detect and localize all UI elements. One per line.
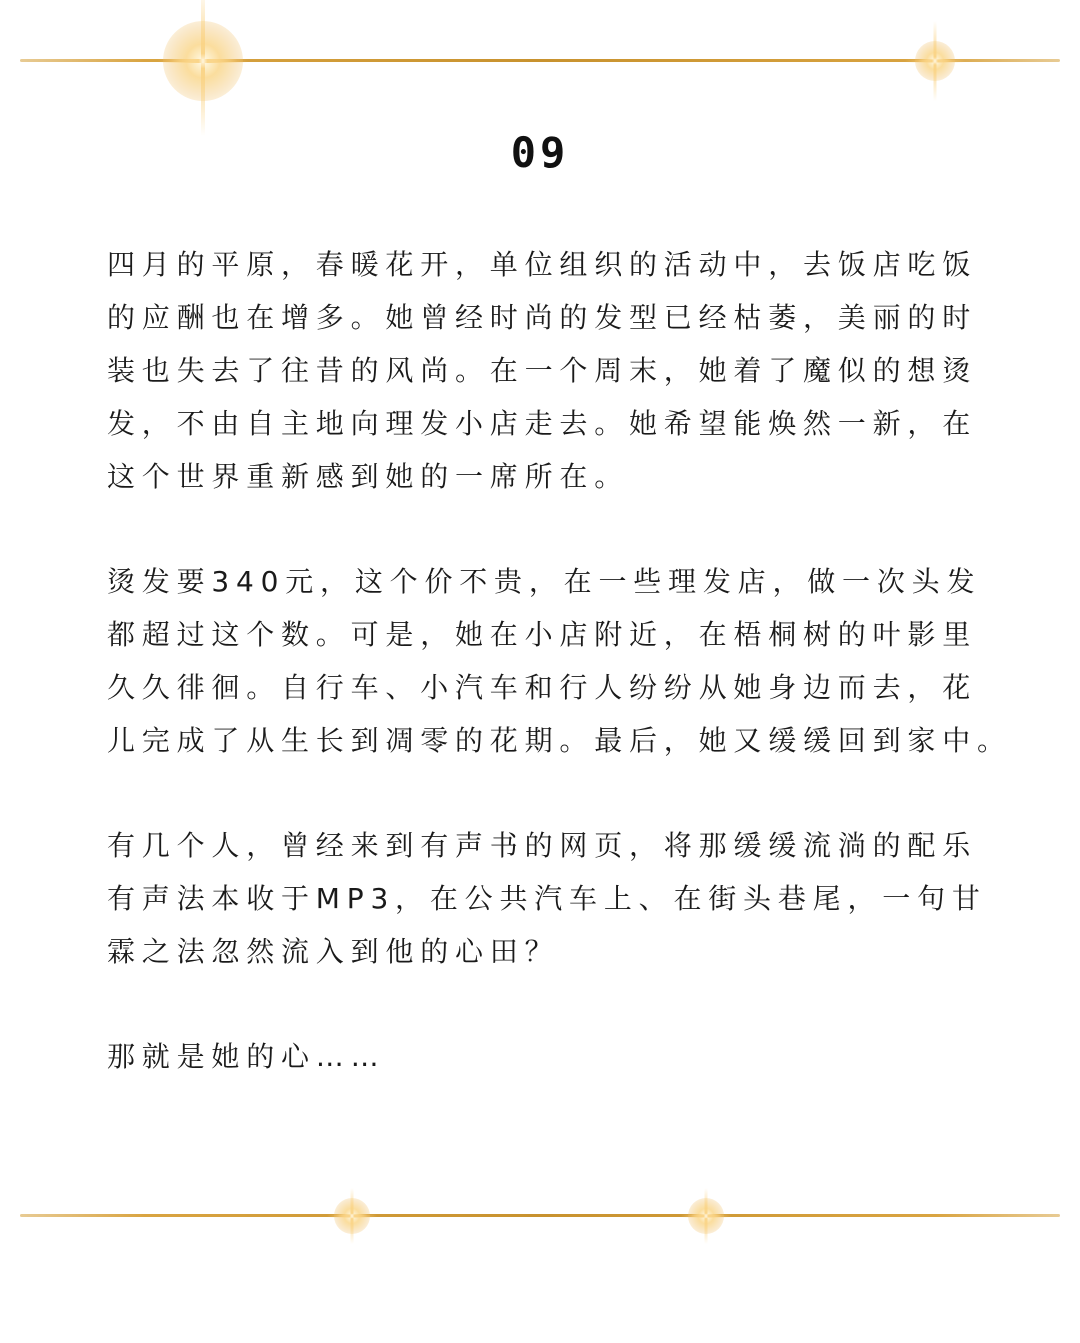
text-line: 这个世界重新感到她的一席所在。 — [107, 460, 630, 493]
text-line: 儿完成了从生长到凋零的花期。最后，她又缓缓回到家中。 — [107, 724, 1012, 757]
text-line: 霖之法忽然流入到他的心田？ — [107, 935, 560, 968]
text-line: 有声法本收于MP3，在公共汽车上、在街头巷尾，一句甘 — [107, 882, 987, 915]
chapter-number: 09 — [510, 128, 570, 177]
text-line: 四月的平原，春暖花开，单位组织的活动中，去饭店吃饭 — [107, 248, 978, 281]
paragraph-1 — [107, 238, 1007, 503]
text-line: 那就是她的心…… — [107, 1040, 386, 1073]
text-line: 有几个人，曾经来到有声书的网页，将那缓缓流淌的配乐 — [107, 829, 978, 862]
article-body — [107, 238, 1012, 1135]
paragraph-4 — [107, 1030, 1007, 1083]
paragraph-2 — [107, 555, 1012, 767]
text-line: 都超过这个数。可是，她在小店附近，在梧桐树的叶影里 — [107, 618, 978, 651]
text-line: 发，不由自主地向理发小店走去。她希望能焕然一新，在 — [107, 407, 978, 440]
text-line: 烫发要340元，这个价不贵，在一些理发店，做一次头发 — [107, 565, 982, 598]
text-line: 装也失去了往昔的风尚。在一个周末，她着了魔似的想烫 — [107, 354, 978, 387]
bottom-gold-divider — [20, 1214, 1060, 1217]
text-line: 的应酬也在增多。她曾经时尚的发型已经枯萎，美丽的时 — [107, 301, 978, 334]
text-line: 久久徘徊。自行车、小汽车和行人纷纷从她身边而去，花 — [107, 671, 978, 704]
paragraph-3 — [107, 819, 1007, 978]
